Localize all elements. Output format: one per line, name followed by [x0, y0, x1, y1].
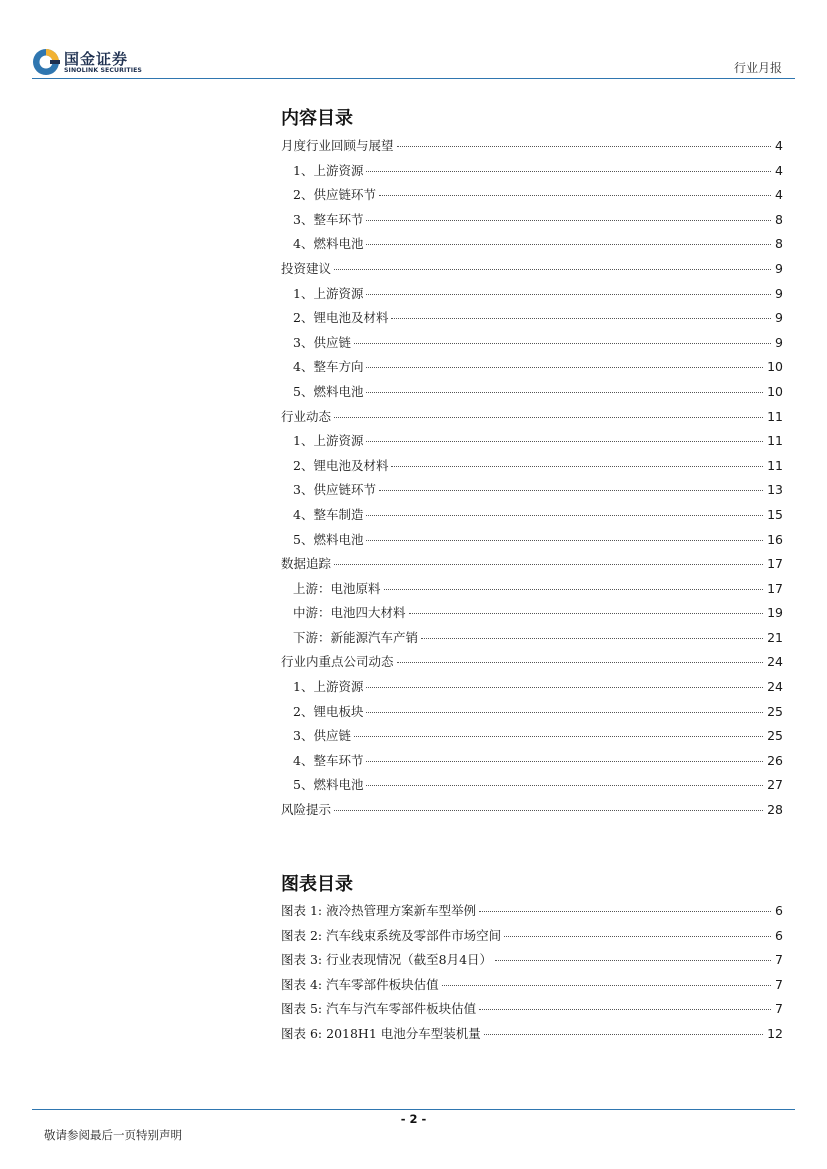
figure-entry-label: 图表 2: 汽车线束系统及零部件市场空间 [281, 927, 502, 943]
toc-entry-page-number: 9 [775, 260, 783, 276]
dot-leader [366, 171, 771, 172]
toc-entry[interactable] [281, 257, 783, 282]
figure-entry-label: 图表 4: 汽车零部件板块估值 [281, 976, 439, 992]
figure-entry-page-number: 12 [767, 1025, 783, 1041]
toc-entry-label: 5、燃料电池 [293, 531, 364, 547]
toc-entry-page-number: 9 [775, 310, 783, 326]
toc-entry-page-number: 27 [767, 777, 783, 793]
toc-entry[interactable] [281, 208, 783, 233]
toc-entry-label: 下游：新能源汽车产销 [293, 629, 419, 645]
figure-entry-label: 图表 3: 行业表现情况（截至8月4日） [281, 952, 493, 968]
toc-entry-label: 1、上游资源 [293, 162, 364, 178]
page-number: - 2 - [400, 1112, 427, 1126]
dot-leader [334, 269, 771, 270]
toc-entry[interactable] [281, 232, 783, 257]
toc-entry-page-number: 4 [775, 187, 783, 203]
toc-entry-label: 3、供应链 [293, 334, 351, 350]
toc-entry[interactable] [281, 798, 783, 823]
toc-entry[interactable] [281, 749, 783, 774]
toc-entry-label: 1、上游资源 [293, 679, 364, 695]
figures-list [281, 899, 783, 1047]
toc-entry-page-number: 28 [767, 802, 783, 818]
dot-leader [479, 911, 771, 912]
toc-entry[interactable] [281, 478, 783, 503]
figure-entry[interactable] [281, 1022, 783, 1047]
toc-entry-label: 4、整车方向 [293, 359, 364, 375]
toc-entry[interactable] [281, 159, 783, 184]
document-type: 行业月报 [733, 61, 782, 75]
toc-entry[interactable] [281, 650, 783, 675]
toc-entry-label: 上游：电池原料 [293, 580, 381, 596]
dot-leader [366, 392, 763, 393]
dot-leader [354, 343, 771, 344]
dot-leader [391, 318, 771, 319]
toc-entry-page-number: 21 [767, 629, 783, 645]
toc-entry-label: 5、燃料电池 [293, 777, 364, 793]
contents-title: 内容目录 [281, 108, 353, 129]
toc-entry-label: 行业动态 [281, 408, 332, 424]
toc-entry-page-number: 24 [767, 654, 783, 670]
toc-entry-page-number: 4 [775, 138, 783, 153]
toc-entry-label: 中游：电池四大材料 [293, 605, 406, 621]
toc-entry-label: 2、锂电板块 [293, 703, 364, 719]
toc-entry[interactable] [281, 183, 783, 208]
toc-entry-label: 投资建议 [281, 260, 332, 276]
toc-entry-page-number: 25 [767, 728, 783, 744]
dot-leader [366, 367, 763, 368]
dot-leader [409, 613, 764, 614]
toc-entry-label: 3、供应链环节 [293, 482, 376, 498]
figure-entry-page-number: 6 [775, 903, 783, 918]
toc-entry-page-number: 10 [767, 383, 783, 399]
toc-entry-label: 3、整车环节 [293, 211, 364, 227]
dot-leader [366, 540, 763, 541]
sinolink-logo-icon [32, 48, 60, 76]
toc-entry[interactable] [281, 355, 783, 380]
toc-entry[interactable] [281, 700, 783, 725]
toc-entry-page-number: 26 [767, 752, 783, 768]
logo-chinese-name: 国金证券 [64, 50, 129, 68]
toc-entry-label: 行业内重点公司动态 [281, 654, 394, 670]
dot-leader [504, 936, 771, 937]
toc-entry-label: 数据追踪 [281, 556, 332, 572]
toc-entry-page-number: 17 [767, 556, 783, 572]
toc-entry-label: 2、供应链环节 [293, 187, 376, 203]
dot-leader [366, 761, 763, 762]
dot-leader [366, 220, 771, 221]
figures-section [281, 873, 783, 1047]
dot-leader [366, 244, 771, 245]
dot-leader [366, 515, 763, 516]
toc-entry-page-number: 9 [775, 334, 783, 350]
disclaimer-note: 敬请参阅最后一页特别声明 [44, 1128, 182, 1142]
dot-leader [366, 712, 763, 713]
contents-list [281, 134, 783, 823]
toc-entry[interactable] [281, 306, 783, 331]
dot-leader [384, 589, 764, 590]
dot-leader [366, 687, 763, 688]
toc-entry-page-number: 10 [767, 359, 783, 375]
dot-leader [379, 195, 771, 196]
toc-entry[interactable] [281, 380, 783, 405]
toc-entry[interactable] [281, 724, 783, 749]
toc-entry[interactable] [281, 552, 783, 577]
toc-entry-page-number: 8 [775, 211, 783, 227]
figure-entry-page-number: 6 [775, 927, 783, 943]
dot-leader [421, 638, 763, 639]
dot-leader [379, 490, 763, 491]
toc-entry[interactable] [281, 577, 783, 602]
toc-entry-page-number: 11 [767, 408, 783, 424]
dot-leader [366, 785, 763, 786]
company-logo [32, 48, 162, 78]
toc-entry[interactable] [281, 528, 783, 553]
contents-section [281, 107, 783, 823]
dot-leader [397, 662, 764, 663]
toc-entry-page-number: 19 [767, 605, 783, 621]
dot-leader [366, 294, 771, 295]
figure-entry-label: 图表 6: 2018H1 电池分车型装机量 [281, 1025, 481, 1041]
footer-divider [32, 1109, 795, 1110]
toc-entry-page-number: 24 [767, 679, 783, 695]
figure-entry[interactable] [281, 899, 783, 924]
toc-entry-page-number: 4 [775, 162, 783, 178]
toc-entry-label: 月度行业回顾与展望 [281, 138, 394, 153]
logo-english-name: SINOLINK SECURITIES [64, 67, 142, 74]
toc-entry[interactable] [281, 773, 783, 798]
toc-entry-label: 1、上游资源 [293, 433, 364, 449]
toc-entry[interactable] [281, 675, 783, 700]
toc-entry-label: 5、燃料电池 [293, 383, 364, 399]
figure-entry-page-number: 7 [775, 952, 783, 968]
toc-entry-page-number: 11 [767, 433, 783, 449]
toc-entry-page-number: 25 [767, 703, 783, 719]
toc-entry[interactable] [281, 601, 783, 626]
toc-entry-label: 2、锂电池及材料 [293, 310, 389, 326]
toc-entry-label: 3、供应链 [293, 728, 351, 744]
dot-leader [484, 1034, 763, 1035]
dot-leader [391, 466, 763, 467]
toc-entry[interactable] [281, 454, 783, 479]
figure-entry-label: 图表 1: 液冷热管理方案新车型举例 [281, 903, 477, 918]
figure-entry[interactable] [281, 973, 783, 998]
figure-entry-label: 图表 5: 汽车与汽车零部件板块估值 [281, 1001, 477, 1017]
toc-entry-page-number: 13 [767, 482, 783, 498]
toc-entry-page-number: 8 [775, 236, 783, 252]
dot-leader [366, 441, 763, 442]
dot-leader [397, 146, 772, 147]
toc-entry-page-number: 16 [767, 531, 783, 547]
figure-entry-page-number: 7 [775, 976, 783, 992]
toc-entry-label: 2、锂电池及材料 [293, 457, 389, 473]
toc-entry-page-number: 9 [775, 285, 783, 301]
header-divider [32, 78, 795, 79]
toc-entry[interactable] [281, 282, 783, 307]
dot-leader [334, 417, 763, 418]
toc-entry[interactable] [281, 134, 783, 159]
figure-entry[interactable] [281, 924, 783, 949]
dot-leader [442, 985, 771, 986]
toc-entry-label: 4、燃料电池 [293, 236, 364, 252]
toc-entry-label: 风险提示 [281, 802, 332, 818]
dot-leader [334, 810, 763, 811]
figures-title: 图表目录 [281, 874, 353, 895]
toc-entry-page-number: 11 [767, 457, 783, 473]
dot-leader [479, 1009, 771, 1010]
toc-entry[interactable] [281, 626, 783, 651]
toc-entry-page-number: 17 [767, 580, 783, 596]
toc-entry-label: 4、整车环节 [293, 752, 364, 768]
figure-entry[interactable] [281, 997, 783, 1022]
toc-entry[interactable] [281, 331, 783, 356]
figure-entry[interactable] [281, 948, 783, 973]
toc-entry-label: 4、整车制造 [293, 506, 364, 522]
toc-entry[interactable] [281, 405, 783, 430]
toc-entry-label: 1、上游资源 [293, 285, 364, 301]
toc-entry[interactable] [281, 503, 783, 528]
toc-entry[interactable] [281, 429, 783, 454]
dot-leader [354, 736, 763, 737]
dot-leader [334, 564, 763, 565]
dot-leader [495, 960, 771, 961]
figure-entry-page-number: 7 [775, 1001, 783, 1017]
toc-entry-page-number: 15 [767, 506, 783, 522]
